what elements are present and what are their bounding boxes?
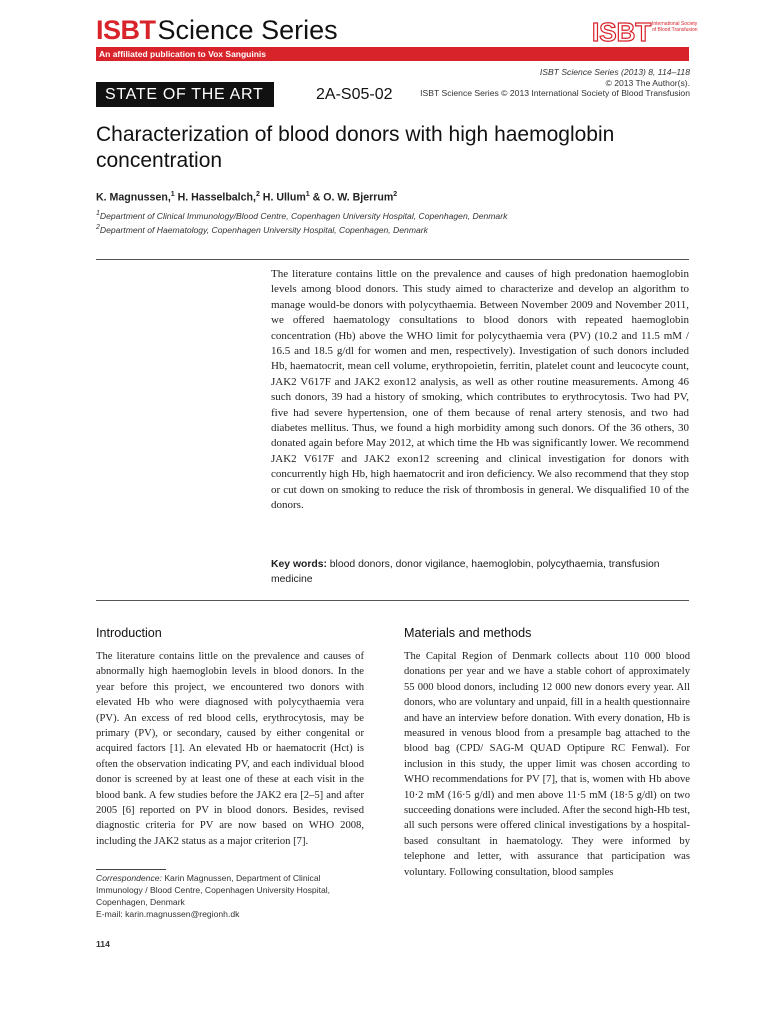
journal-reference: ISBT Science Series (2013) 8, 114–118 [539,67,690,77]
methods-heading: Materials and methods [404,626,532,640]
journal-meta [420,67,690,99]
article-code: 2A-S05-02 [316,86,393,103]
brand-isbt: ISBT [96,15,156,45]
copyright-line-2: ISBT Science Series © 2013 International Society of Blood Transfusion [420,88,690,98]
divider-bottom [96,600,689,601]
isbt-logo-icon [590,14,700,50]
affiliation-number: 1 [96,210,100,217]
affiliation-bar: An affiliated publication to Vox Sanguinis [96,47,689,61]
affiliation-text: Department of Haematology, Copenhagen University Hospital, Copenhagen, Denmark [99,224,428,235]
correspondence-text: Karin Magnussen, Department of Clinical Immunology / Blood Centre, Copenhagen University Hospital, Copenhagen, Denmark [96,873,331,907]
logo-side-text: International Society of Blood Transfusion [652,21,698,33]
author-list [96,191,397,204]
author-name: K. Magnussen, [96,191,171,204]
abstract: The literature contains little on the prevalence and causes of high predonation haemoglobin levels among blood donors. This study aimed to characterize and develop an algorithm to manage would-be donors with polycythaemia. Between November 2009 and November 2011, we offered haematology consultations to blood donors with repeated haemoglobin concentration (Hb) above the WHO limit for polycythaemia vera (PV) (10.2 and 11.5 mM / 16.5 and 18.5 g/dl for women and men, respectively). Investigation of such donors included Hb, haematocrit, mean cell volume, erythropoietin, ferritin, platelet count and leucocyte count, JAK2 V617F and JAK2 exon12 analysis, as well as other routine measurements. Among 46 such donors, 39 had a history of smoking, which contributes to erythrocytosis. Two had PV, five had severe hypertension, one of them because of renal artery stenosis, and two had diabetes mellitus. Thus, we found a high morbidity among such donors. Of the 36 others, 30 donated again before May 2012, at which time the Hb was significantly lower. We recommend JAK2 V617F and JAK2 exon12 screening and clinical investigation for donors with concurrently high Hb, high haematocrit and iron deficiency. We also recommend that they stop or cut down on smoking to reduce the risk of thrombosis in general. We disqualified 10 of the donors. [271,268,689,512]
affiliation-text: Department of Clinical Immunology/Blood Centre, Copenhagen University Hospital, Copenhagen, Denmark [99,210,508,221]
author-affiliation-mark: 1 [305,191,310,198]
copyright-line-1: © 2013 The Author(s). [605,77,690,88]
page-number: 114 [96,939,110,949]
author-name: & O. W. Bjerrum [309,191,394,204]
keywords [271,557,689,588]
footnote-rule [96,869,166,870]
author-name: H. Ullum [259,191,306,204]
logo-main-text: ISBT [592,17,652,47]
introduction-heading: Introduction [96,626,162,640]
author-affiliation-mark: 2 [393,191,398,198]
journal-brand [96,14,338,46]
affiliation-number: 2 [96,224,100,231]
correspondence-label: Correspondence: [96,873,162,883]
divider-top [96,259,689,260]
affiliation-2 [96,224,428,235]
section-label: STATE OF THE ART [96,82,274,107]
correspondence-note [96,872,366,920]
article-title: Characterization of blood donors with high haemoglobin concentration [96,123,615,172]
correspondence-email: E-mail: karin.magnussen@regionh.dk [96,909,240,919]
introduction-text: The literature contains little on the prevalence and causes of abnormally high haemoglobin levels in blood donors. In the year before this project, we encountered two donors with elevated Hb who were diagnosed with polycythaemia vera (PV). An excess of red blood cells, erythrocytosis, may be primary (PV), or secondary, caused by either congenital or acquired factors [1]. An elevated Hb or haematocrit (Hct) is often the observation indicating PV, and each individual blood donor is screened by at least one of these at each visit in the blood bank. A few studies before the JAK2 era [2–5] and after 2005 [6] reported on PV in blood donors. Besides, revised diagnostic criteria for PV are now based on WHO 2008, including the JAK2 status as a major criterion [7]. [96,651,364,847]
author-affiliation-mark: 2 [255,191,260,198]
author-affiliation-mark: 1 [170,191,175,198]
methods-text: The Capital Region of Denmark collects about 110 000 blood donations per year and we have a stable cohort of approximately 55 000 blood donors, including 12 000 new donors every year. All donors, who are voluntary and unpaid, fill in a health questionnaire and have an interview before donation. With every donation, Hb is measured in venous blood from a presample bag attached to the blood bag (CPD/ SAG-M QUAD Optipure RC Fenwal). For inclusion in this study, the upper limit was chosen according to WHO recommendations for PV [7], that is, women with Hb above 10·2 mM (16·5 g/dl) and men above 11·5 mM (18·5 g/dl) on two succeeding donations were included. After the second high-Hb test, all such persons were offered clinical investigations by a hospital-based consultant in haematology. They were informed by telephone and letter, with assurance that participation was voluntary. Following consultation, blood samples [404,651,690,878]
keywords-label: Key words: [271,559,328,570]
brand-series: Science Series [157,15,338,45]
affiliation-1 [96,210,507,221]
keywords-text: blood donors, donor vigilance, haemoglobin, polycythaemia, transfusion medicine [271,559,660,586]
author-name: H. Hasselbalch, [174,191,256,204]
